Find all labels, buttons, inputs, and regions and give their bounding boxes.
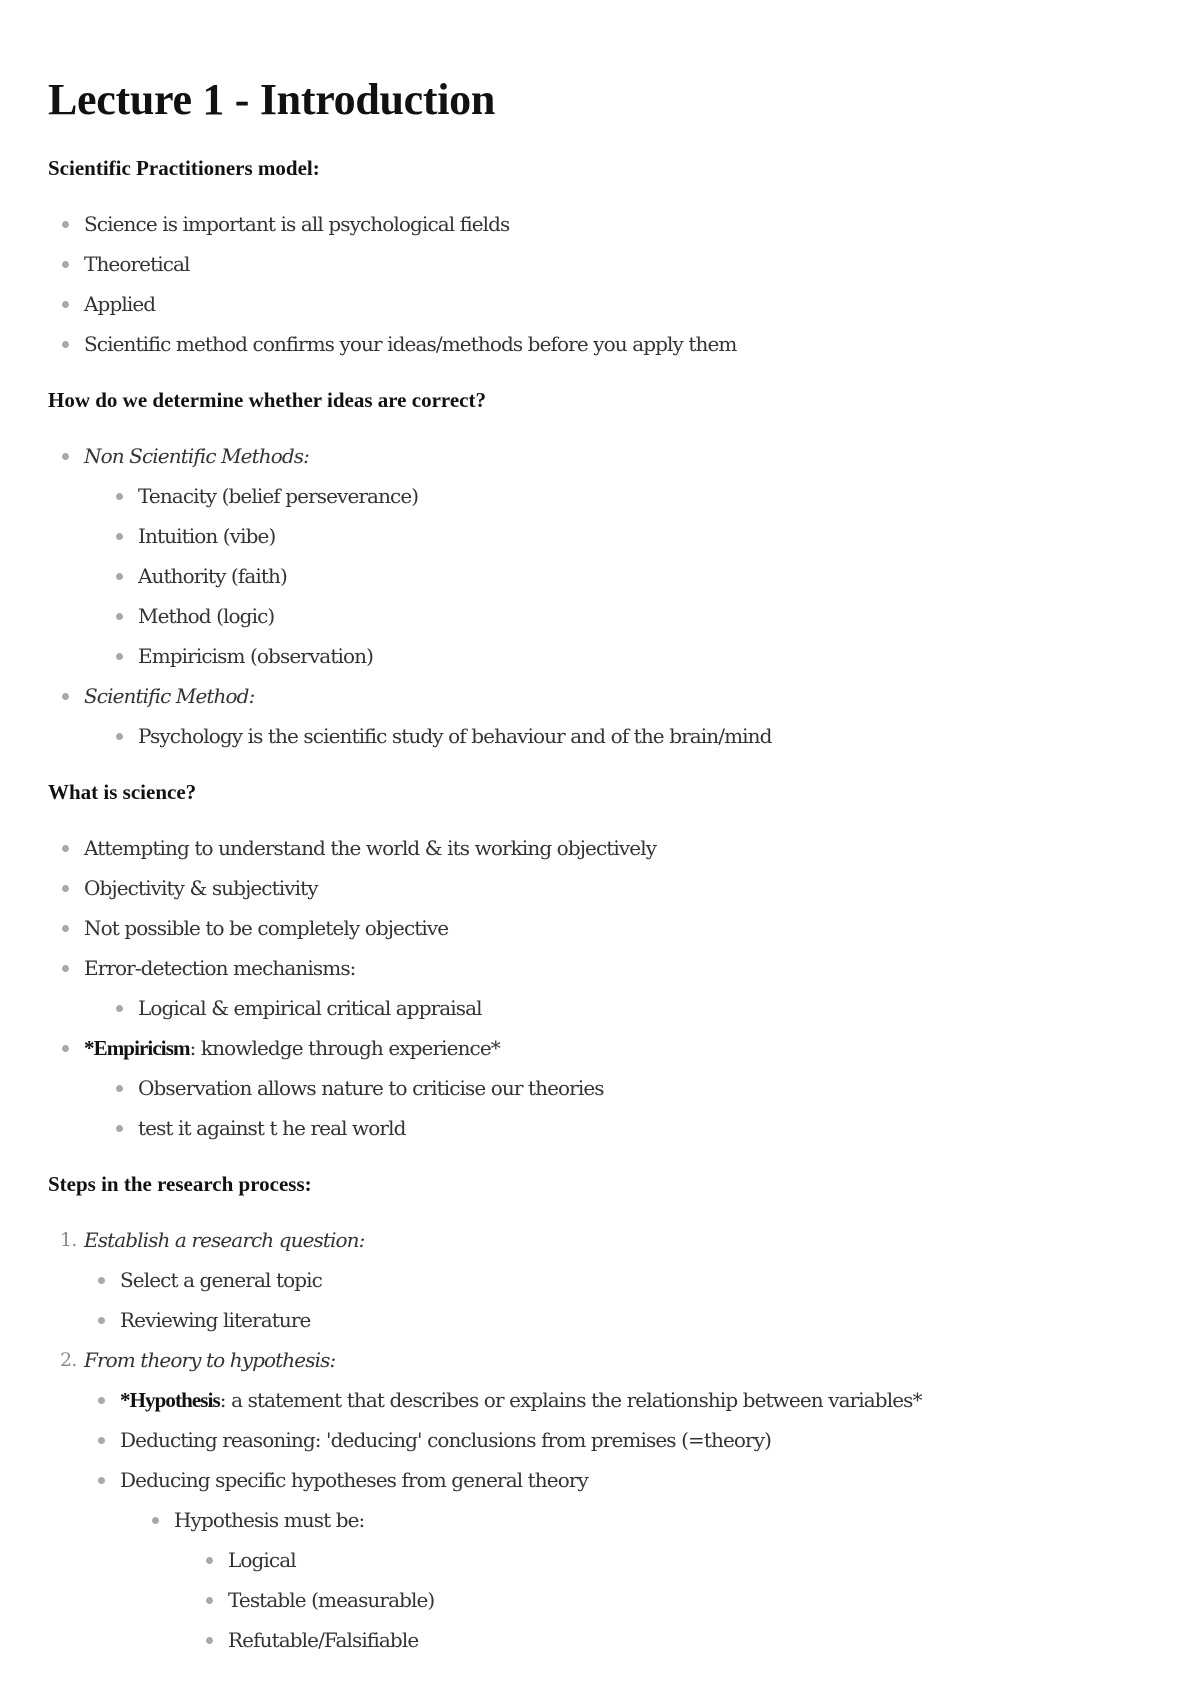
list-item: Theoretical — [48, 244, 1140, 284]
list-item: Science is important is all psychological fields — [48, 204, 1140, 244]
list-item: Applied — [48, 284, 1140, 324]
must-be-label: Hypothesis must be: — [174, 1508, 365, 1532]
list-item-error-detection — [48, 948, 1140, 1028]
steps-list — [48, 1220, 1140, 1660]
list-item: Select a general topic — [84, 1260, 1140, 1300]
deducing-label: Deducing specific hypotheses from general theory — [120, 1468, 588, 1492]
list-item: Refutable/Falsifiable — [192, 1620, 1140, 1660]
step-item-1 — [48, 1220, 1140, 1340]
empiricism-term: *Empiricism — [84, 1036, 190, 1060]
list-item: Psychology is the scientific study of behaviour and of the brain/mind — [102, 716, 1140, 756]
list-item: Intuition (vibe) — [102, 516, 1140, 556]
section-heading-ideas: How do we determine whether ideas are correct? — [48, 388, 486, 412]
list-item: Reviewing literature — [84, 1300, 1140, 1340]
section-heading-science: What is science? — [48, 780, 197, 804]
non-scientific-label: Non Scientific Methods: — [84, 444, 309, 468]
step1-sublist — [84, 1260, 1140, 1340]
list-item-must-be — [138, 1500, 1140, 1660]
step-number: 1. — [60, 1229, 77, 1251]
list-item-deducing — [84, 1460, 1140, 1660]
list-item: Tenacity (belief perseverance) — [102, 476, 1140, 516]
list-item-hypothesis — [84, 1380, 1140, 1420]
error-detection-label: Error-detection mechanisms: — [84, 956, 356, 980]
section-heading-model: Scientific Practitioners model: — [48, 156, 320, 180]
list-item: Empiricism (observation) — [102, 636, 1140, 676]
model-list — [48, 204, 1140, 364]
list-item-non-scientific — [48, 436, 1140, 676]
step-item-2 — [48, 1340, 1140, 1660]
must-be-list — [138, 1500, 1140, 1660]
list-item: Method (logic) — [102, 596, 1140, 636]
step2-sublist — [84, 1380, 1140, 1660]
list-item: Logical & empirical critical appraisal — [102, 988, 1140, 1028]
list-item-scientific — [48, 676, 1140, 756]
empiricism-definition: : knowledge through experience* — [189, 1036, 500, 1060]
step-number: 2. — [60, 1349, 77, 1371]
page-title: Lecture 1 - Introduction — [48, 75, 496, 124]
ideas-list — [48, 436, 1140, 756]
list-item: Logical — [192, 1540, 1140, 1580]
hypothesis-term: *Hypothesis — [120, 1388, 220, 1412]
scientific-label: Scientific Method: — [84, 684, 255, 708]
step-label: From theory to hypothesis: — [84, 1348, 336, 1372]
list-item: Not possible to be completely objective — [48, 908, 1140, 948]
list-item: Observation allows nature to criticise our theories — [102, 1068, 1140, 1108]
hypothesis-definition: : a statement that describes or explains the relationship between variables* — [219, 1388, 922, 1412]
error-detection-sublist — [102, 988, 1140, 1028]
list-item: test it against t he real world — [102, 1108, 1140, 1148]
step-label: Establish a research question: — [84, 1228, 365, 1252]
list-item: Scientific method confirms your ideas/methods before you apply them — [48, 324, 1140, 364]
list-item: Attempting to understand the world & its working objectively — [48, 828, 1140, 868]
section-heading-steps: Steps in the research process: — [48, 1172, 312, 1196]
list-item: Objectivity & subjectivity — [48, 868, 1140, 908]
empiricism-sublist — [102, 1068, 1140, 1148]
scientific-sublist — [102, 716, 1140, 756]
list-item: Authority (faith) — [102, 556, 1140, 596]
list-item-empiricism — [48, 1028, 1140, 1148]
science-list — [48, 828, 1140, 1148]
criteria-list — [192, 1540, 1140, 1660]
list-item: Testable (measurable) — [192, 1580, 1140, 1620]
non-scientific-sublist — [102, 476, 1140, 676]
list-item: Deducting reasoning: 'deducing' conclusions from premises (=theory) — [84, 1420, 1140, 1460]
